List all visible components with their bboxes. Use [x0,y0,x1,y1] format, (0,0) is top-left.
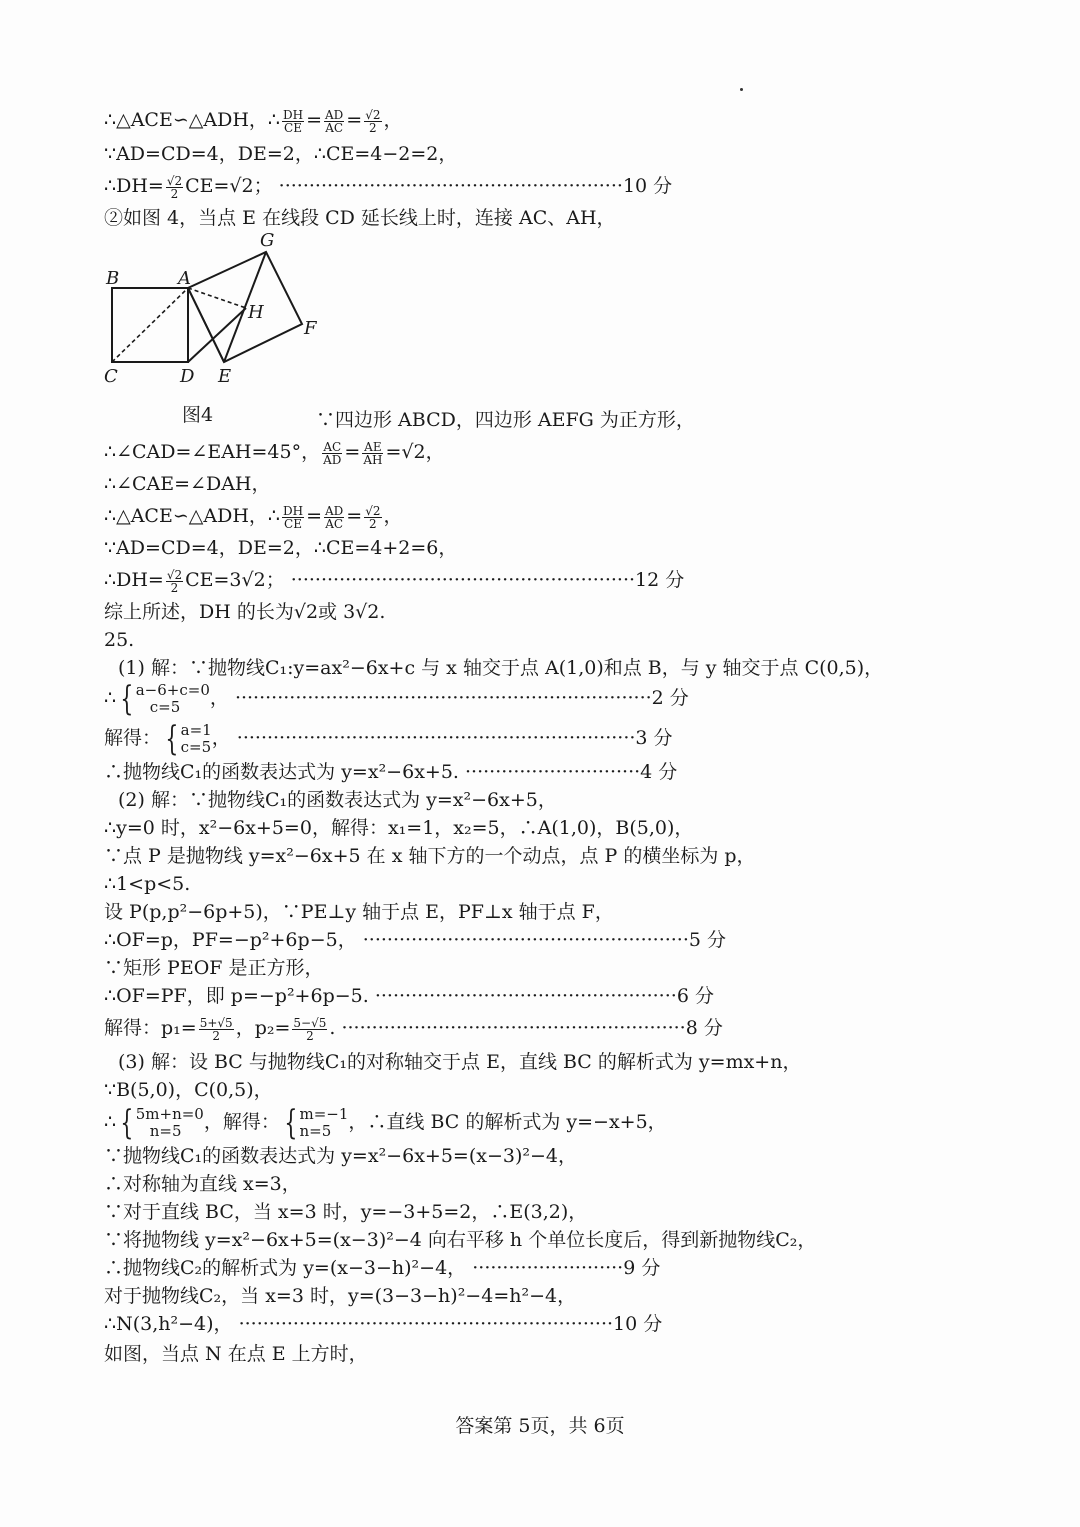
q25-line: ∴OF=PF，即 p=−p²+6p−5. ··················································6 分 [104,985,714,1007]
label-c: C [104,366,118,387]
leader-dots: ······················································ [362,929,689,951]
line-dh-result-1: ∴DH= $\frac{√2}{2}$ CE=√2； ·························································10 分 [104,173,673,201]
q25-part1-given: (1) 解：∵抛物线C₁:y=ax²−6x+c 与 x 轴交于点 A(1,0)和点 B，与 y 轴交于点 C(0,5)， [118,657,884,679]
score: 9 分 [623,1257,661,1279]
score: 6 分 [676,985,714,1007]
text: ∴△ACE∽△ADH，∴ [104,109,280,131]
q25-line: ∴对称轴为直线 x=3， [104,1173,301,1195]
q25-part1-result: ∴抛物线C₁的函数表达式为 y=x²−6x+5. ·····························4 分 [104,761,678,783]
fraction: $\frac{AD}{AC}$ [325,107,344,135]
q25-line: ∴1<p<5. [104,873,191,895]
fraction: $\frac{√2}{2}$ [365,503,381,531]
score: 10 分 [622,175,673,197]
fraction: $\frac{√2}{2}$ [365,107,381,135]
page-footer: 答案第 5页，共 6页 [455,1415,625,1437]
q25-line: 设 P(p,p²−6p+5)，∵PE⊥y 轴于点 E，PF⊥x 轴于点 F， [104,901,614,923]
score: 3 分 [635,727,673,749]
equation-system: { a−6+c=0 c=5 [120,679,210,719]
equation-system: { 5m+n=0 n=5 [120,1103,204,1143]
fraction: $\frac{√2}{2}$ [166,173,183,201]
fraction: $\frac{5-√5}{2}$ [293,1015,327,1043]
segment-dh [188,308,246,362]
segment-ae [188,288,224,362]
line-angle-ratio: ∴∠CAD=∠EAH=45°， $\frac{AC}{AD}$ = $\frac{AE}{AH}$ =√2， [104,439,445,467]
q25-system-2: 解得： { a=1 c=5 ， ··································································3 分 [104,719,673,759]
score: 12 分 [635,569,685,591]
score: 5 分 [688,929,727,951]
q25-system-1: ∴ { a−6+c=0 c=5 ， ·····································································2 分 [104,679,689,719]
fraction: $\frac{√2}{2}$ [166,567,183,595]
label-g: G [260,232,275,251]
label-a: A [178,268,191,289]
q25-system-3: ∴ { 5m+n=0 n=5 ，解得： { m=−1 n=5 ，∴直线 BC 的解析式为 y=−x+5， [104,1103,667,1143]
segment-ac-dashed [112,288,188,362]
q25-line: ∵矩形 PEOF 是正方形， [104,957,324,979]
leader-dots: ························································· [341,1017,686,1039]
fraction: $\frac{DH}{CE}$ [282,107,304,135]
q25-line: ∴抛物线C₂的解析式为 y=(x−3−h)²−4， ·························9 分 [104,1257,661,1279]
leader-dots: ····································································· [234,687,652,709]
fraction: $\frac{AE}{AH}$ [363,439,383,467]
leader-dots: ·································································· [236,727,636,749]
q25-line: ∵对于直线 BC，当 x=3 时，y=−3+5=2，∴E(3,2)， [104,1201,588,1223]
leader-dots: ····························· [465,761,641,783]
label-b: B [106,268,120,289]
leader-dots: ························· [472,1257,624,1279]
score: 8 分 [685,1017,723,1039]
q25-line: 如图，当点 N 在点 E 上方时， [104,1343,368,1365]
fraction: $\frac{AC}{AD}$ [323,439,342,467]
figure-4-diagram [98,232,338,392]
q25-line: ∵点 P 是抛物线 y=x²−6x+5 在 x 轴下方的一个动点，点 P 的横坐标为 p， [104,845,756,867]
line-dh-result-2: ∴DH= $\frac{√2}{2}$ CE=3√2； ·························································12 分 [104,567,685,595]
q25-line: ∵B(5,0)，C(0,5)， [104,1079,273,1101]
leader-dots: ·················································· [374,985,677,1007]
q25-line: ∵抛物线C₁的函数表达式为 y=x²−6x+5=(x−3)²−4， [104,1145,578,1167]
label-h: H [248,302,264,323]
line-conclusion: 综上所述，DH 的长为√2或 3√2. [104,601,386,623]
line-ce-value-1: ∵AD=CD=4，DE=2，∴CE=4−2=2， [104,143,458,165]
scan-speck [740,88,743,91]
line-similar-triangles-2: ∴△ACE∽△ADH，∴ $\frac{DH}{CE}$ = $\frac{AD}{AC}$ = $\frac{√2}{2}$ ， [104,503,403,531]
q25-line: ∴OF=p，PF=−p²+6p−5， ······················································5 分 [104,929,727,951]
fraction: $\frac{AD}{AC}$ [325,503,344,531]
q25-line: ∴y=0 时，x²−6x+5=0，解得：x₁=1，x₂=5，∴A(1,0)，B(5,0)， [104,817,694,839]
leader-dots: ························································· [290,569,636,591]
q25-line: 对于抛物线C₂，当 x=3 时，y=(3−3−h)²−4=h²−4， [104,1285,577,1307]
score: 10 分 [613,1313,663,1335]
q25-line: ∴N(3,h²−4)， ······························································10 分 [104,1313,663,1335]
q25-part2-start: (2) 解：∵抛物线C₁的函数表达式为 y=x²−6x+5， [118,789,557,811]
fraction: $\frac{DH}{CE}$ [282,503,304,531]
label-d: D [180,366,195,387]
figure-caption: 图4 [182,404,214,426]
question-number: 25. [104,629,135,651]
line-angle-equal: ∴∠CAE=∠DAH， [104,473,271,495]
equation-system: { a=1 c=5 [165,719,212,759]
line-squares-given: ∵四边形 ABCD，四边形 AEFG 为正方形， [316,409,695,431]
score: 4 分 [640,761,678,783]
score: 2 分 [651,687,689,709]
label-f: F [304,318,317,339]
leader-dots: ······························································ [238,1313,614,1335]
q25-line: ∵将抛物线 y=x²−6x+5=(x−3)²−4 向右平移 h 个单位长度后，得到新抛物线C₂， [104,1229,817,1251]
label-e: E [218,366,232,387]
line-ce-value-2: ∵AD=CD=4，DE=2，∴CE=4+2=6， [104,537,458,559]
line-similar-triangles-1: ∴△ACE∽△ADH，∴ $\frac{DH}{CE}$ = $\frac{AD}{AC}$ = $\frac{√2}{2}$ ， [104,107,403,135]
q25-line: 解得：p₁= $\frac{5+√5}{2}$ ，p₂= $\frac{5-√5}{2}$ . ·························································8 分 [104,1015,723,1043]
leader-dots: ························································· [278,175,623,197]
line-case-2-intro: ②如图 4，当点 E 在线段 CD 延长线上时，连接 AC、AH， [104,207,616,229]
q25-part3-start: (3) 解：设 BC 与抛物线C₁的对称轴交于点 E，直线 BC 的解析式为 y=mx+n， [118,1051,802,1073]
equation-system: { m=−1 n=5 [284,1103,349,1143]
fraction: $\frac{5+√5}{2}$ [199,1015,233,1043]
